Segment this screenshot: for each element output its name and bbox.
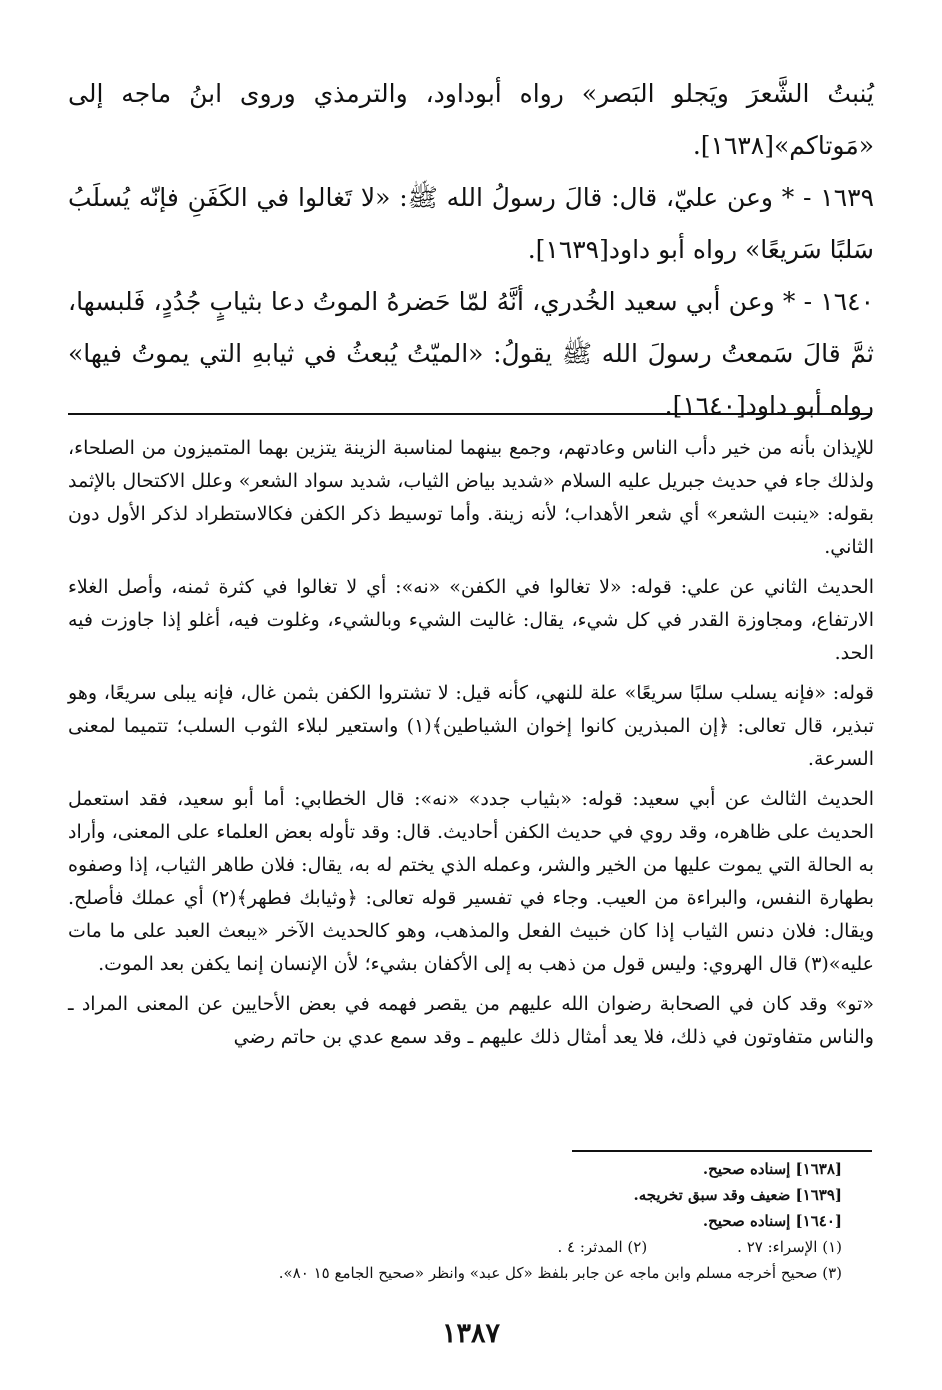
takhrij-note: [١٦٣٩] ضعيف وقد سبق تخريجه. <box>633 1186 842 1204</box>
commentary-paragraph: قوله: «فإنه يسلب سلبًا سريعًا» علة للنهي، كأنه قيل: لا تشتروا الكفن بثمن غال، فإنه يبلى سريعًا، وهو تبذير، قال تعالى: ﴿إن المبذرين كانوا إخوان الشياطين﴾(١) واستعير لبلاء الثوب السلب؛ تتميما لمعنى السرعة. <box>68 682 874 770</box>
takhrij-note: [١٦٤٠] إسناده صحيح. <box>702 1212 842 1230</box>
main-divider <box>68 413 872 415</box>
hadith-paragraph: يُنبتُ الشَّعرَ ويَجلو البَصر» رواه أبوداود، والترمذي وروى ابنُ ماجه إلى «مَوتاكم»[١٦٣٨]. <box>68 79 874 160</box>
commentary-section <box>68 432 874 1061</box>
commentary-paragraph: الحديث الثالث عن أبي سعيد: قوله: «بثياب جدد» «نه»: قال الخطابي: أما أبو سعيد، فقد استعمل الحديث على ظاهره، وقد روي في حديث الكفن أحاديث. قال: وقد تأوله بعض العلماء على المعنى، وأراد به الحالة التي يموت عليها من الخير والشر، وعمله الذي يختم له به، يقال: فلان طاهر الثياب، إذا وصفوه بطهارة النفس، والبراءة من العيب. وجاء في تفسير قوله تعالى: ﴿وثيابك فطهر﴾(٢) أي عملك فأصلح. ويقال: فلان دنس الثياب إذا كان خبيث الفعل والمذهب، وهو كالحديث الآخر «يبعث العبد على ما مات عليه»(٣) قال الهروي: وليس قول من ذهب به إلى الأكفان بشيء؛ لأن الإنسان إنما يكفن بعد الموت. <box>68 788 874 975</box>
hadith-paragraph: ١٦٤٠ - * وعن أبي سعيد الخُدري، أنَّهُ لمّا حَضرهُ الموتُ دعا بثيابٍ جُدُدٍ، فَلبسها، ثمَّ قالَ سَمعتُ رسولَ الله ﷺ يقولُ: «الميّتُ يُبعثُ في ثيابهِ التي يموتُ فيها» رواه أبو داود[١٦٤٠]. <box>68 287 874 420</box>
hadith-paragraph: ١٦٣٩ - * وعن عليّ، قال: قالَ رسولُ الله ﷺ: «لا تَغالوا في الكَفَنِ فإنّه يُسلَبُ سَلبًا سَريعًا» رواه أبو داود[١٦٣٩]. <box>68 183 874 264</box>
footnote-1: (١) الإسراء: ٢٧ . <box>737 1238 842 1256</box>
page-number: ١٣٨٧ <box>441 1318 500 1349</box>
commentary-paragraph: للإيذان بأنه من خير دأب الناس وعادتهم، وجمع بينهما لمناسبة الزينة يتزين بهما المتميزون من الصلحاء، ولذلك جاء في حديث جبريل عليه السلام «شديد بياض الثياب، شديد سواد الشعر» وعلل الاكتحال بالإثمد بقوله: «ينبت الشعر» أي شعر الأهداب؛ لأنه زينة. وأما توسيط ذكر الكفن فكالاستطراد لذكر الأول دون الثاني. <box>68 437 874 558</box>
commentary-paragraph: الحديث الثاني عن علي: قوله: «لا تغالوا في الكفن» «نه»: أي لا تغالوا في كثرة ثمنه، وأصل الغلاء الارتفاع، ومجاوزة القدر في كل شيء، يقال: غاليت الشيء وبالشيء، وغلوت فيه، أغلو إذا جاوزت فيه الحد. <box>68 576 874 664</box>
hadith-text <box>68 68 874 432</box>
footnote-2: (٢) المدثر: ٤ . <box>557 1238 648 1256</box>
footnote-divider <box>572 1150 872 1152</box>
footnotes <box>82 1156 842 1286</box>
footnote-pair <box>82 1234 842 1260</box>
footnote-3: (٣) صحيح أخرجه مسلم وابن ماجه عن جابر بلفظ «كل عبد» وانظر «صحيح الجامع ١٥ ٨٠». <box>278 1264 842 1282</box>
takhrij-note: [١٦٣٨] إسناده صحيح. <box>702 1160 842 1178</box>
commentary-paragraph: «تو» وقد كان في الصحابة رضوان الله عليهم من يقصر فهمه في بعض الأحايين عن المعنى المراد ـ والناس متفاوتون في ذلك، فلا يعد أمثال ذلك عليهم ـ وقد سمع عدي بن حاتم رضي <box>68 993 874 1048</box>
